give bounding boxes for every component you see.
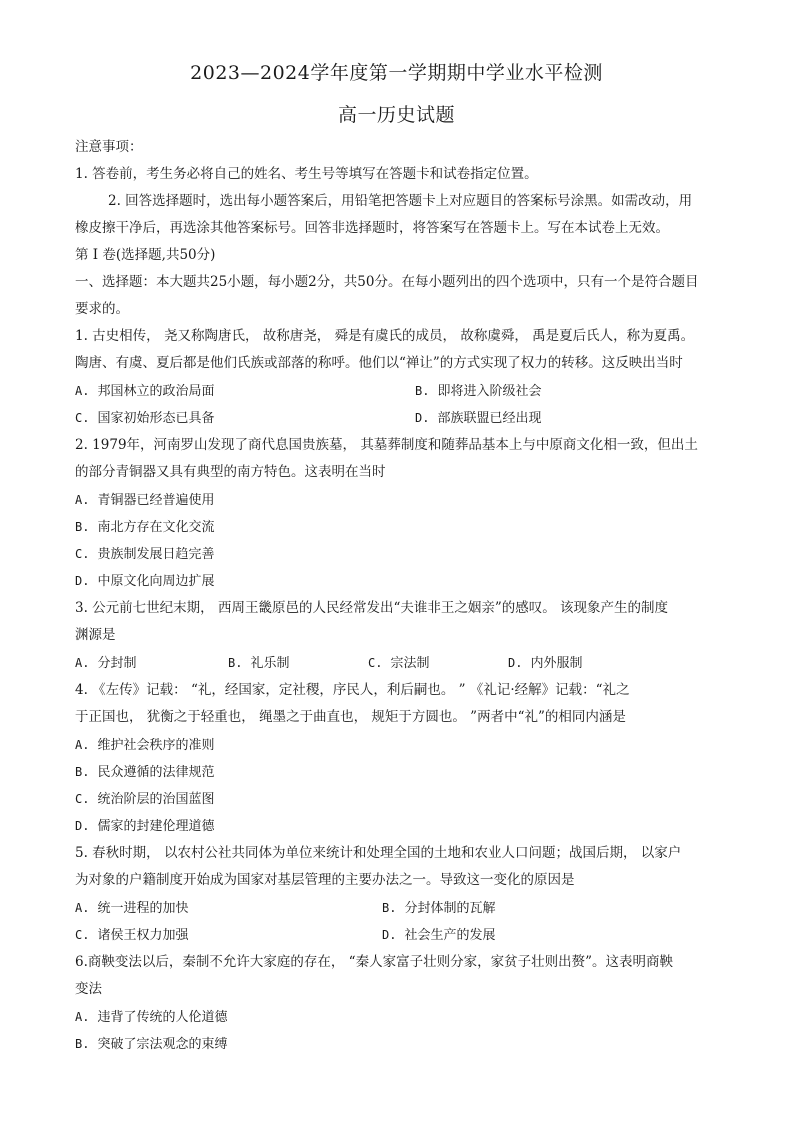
question-4-option-c: C. 统治阶层的治国蓝图 [75, 792, 215, 807]
exam-title: 2023—2024学年度第一学期期中学业水平检测 [190, 62, 603, 84]
notice-heading: 注意事项： [75, 139, 143, 155]
question-2-line-1: 2. 1979年，河南罗山发现了商代息国贵族墓， 其墓葬制度和随葬品基本上与中原商文化相一致，但出土 [75, 437, 698, 453]
question-5-option-a: A. 统一进程的加快 [75, 901, 189, 916]
question-4-option-d: D. 儒家的封建伦理道德 [75, 819, 215, 834]
question-2-option-d: D. 中原文化向周边扩展 [75, 574, 215, 589]
question-4-line-2: 于正国也， 犹衡之于轻重也， 绳墨之于曲直也， 规矩于方圆也。 ”两者中“礼”的相同内涵是 [75, 709, 626, 725]
section-intro-line-2: 要求的。 [75, 301, 129, 317]
question-3-option-d: D. 内外服制 [508, 656, 583, 671]
question-5-line-1: 5. 春秋时期， 以农村公社共同体为单位来统计和处理全国的土地和农业人口问题；战国后期， 以家户 [75, 845, 682, 861]
question-1-option-b: B. 即将进入阶级社会 [415, 384, 542, 399]
question-6-line-1: 6.商鞅变法以后，秦制不允许大家庭的存在， “秦人家富子壮则分家，家贫子壮则出赘”。这表明商鞅 [75, 954, 673, 970]
question-4-line-1: 4. 《左传》记载： “礼，经国家，定社稷，序民人，利后嗣也。 ” 《礼记·经解》记载：“礼之 [75, 682, 630, 698]
exam-subtitle: 高一历史试题 [337, 104, 455, 126]
question-1-option-d: D. 部族联盟已经出现 [415, 411, 542, 426]
question-2-line-2: 的部分青铜器又具有典型的南方特色。这表明在当时 [75, 464, 386, 480]
question-1-line-1: 1. 古史相传， 尧又称陶唐氏， 故称唐尧， 舜是有虞氏的成员， 故称虞舜， 禹是夏后氏人，称为夏禹。 [75, 328, 695, 344]
question-3-option-c: C. 宗法制 [368, 656, 430, 671]
question-1-line-2: 陶唐、有虞、夏后都是他们氏族或部落的称呼。他们以“禅让”的方式实现了权力的转移。这反映出当时 [75, 355, 683, 371]
question-3-option-a: A. 分封制 [75, 656, 137, 671]
question-3-option-b: B. 礼乐制 [228, 656, 290, 671]
question-1-option-a: A. 邦国林立的政治局面 [75, 384, 215, 399]
question-5-option-b: B. 分封体制的瓦解 [382, 901, 496, 916]
question-5-option-c: C. 诸侯王权力加强 [75, 928, 189, 943]
question-2-option-a: A. 青铜器已经普遍使用 [75, 493, 215, 508]
volume-heading: 第 Ⅰ 卷(选择题,共50分) [75, 247, 216, 263]
question-4-option-a: A. 维护社会秩序的准则 [75, 738, 215, 753]
question-3-line-2: 渊源是 [75, 627, 116, 643]
question-6-line-2: 变法 [75, 981, 102, 997]
question-5-option-d: D. 社会生产的发展 [382, 928, 496, 943]
question-6-option-b: B. 突破了宗法观念的束缚 [75, 1037, 228, 1052]
question-4-option-b: B. 民众遵循的法律规范 [75, 765, 215, 780]
notice-item-2-line-1: 2. 回答选择题时，选出每小题答案后，用铅笔把答题卡上对应题目的答案标号涂黑。如需改动，用 [108, 193, 693, 209]
section-intro-line-1: 一、选择题：本大题共25小题，每小题2分，共50分。在每小题列出的四个选项中，只有一个是符合题目 [75, 274, 699, 290]
question-2-option-c: C. 贵族制发展日趋完善 [75, 547, 215, 562]
question-1-option-c: C. 国家初始形态已具备 [75, 411, 215, 426]
notice-item-1: 1. 答卷前，考生务必将自己的姓名、考生号等填写在答题卡和试卷指定位置。 [75, 166, 538, 182]
notice-item-2-line-2: 橡皮擦干净后，再选涂其他答案标号。回答非选择题时，将答案写在答题卡上。写在本试卷上无效。 [75, 220, 669, 236]
question-5-line-2: 为对象的户籍制度开始成为国家对基层管理的主要办法之一。导致这一变化的原因是 [75, 872, 575, 888]
question-2-option-b: B. 南北方存在文化交流 [75, 520, 215, 535]
question-3-line-1: 3. 公元前七世纪末期， 西周王畿原邑的人民经常发出“夫谁非王之姻亲”的感叹。 该现象产生的制度 [75, 600, 669, 616]
question-6-option-a: A. 违背了传统的人伦道德 [75, 1010, 228, 1025]
